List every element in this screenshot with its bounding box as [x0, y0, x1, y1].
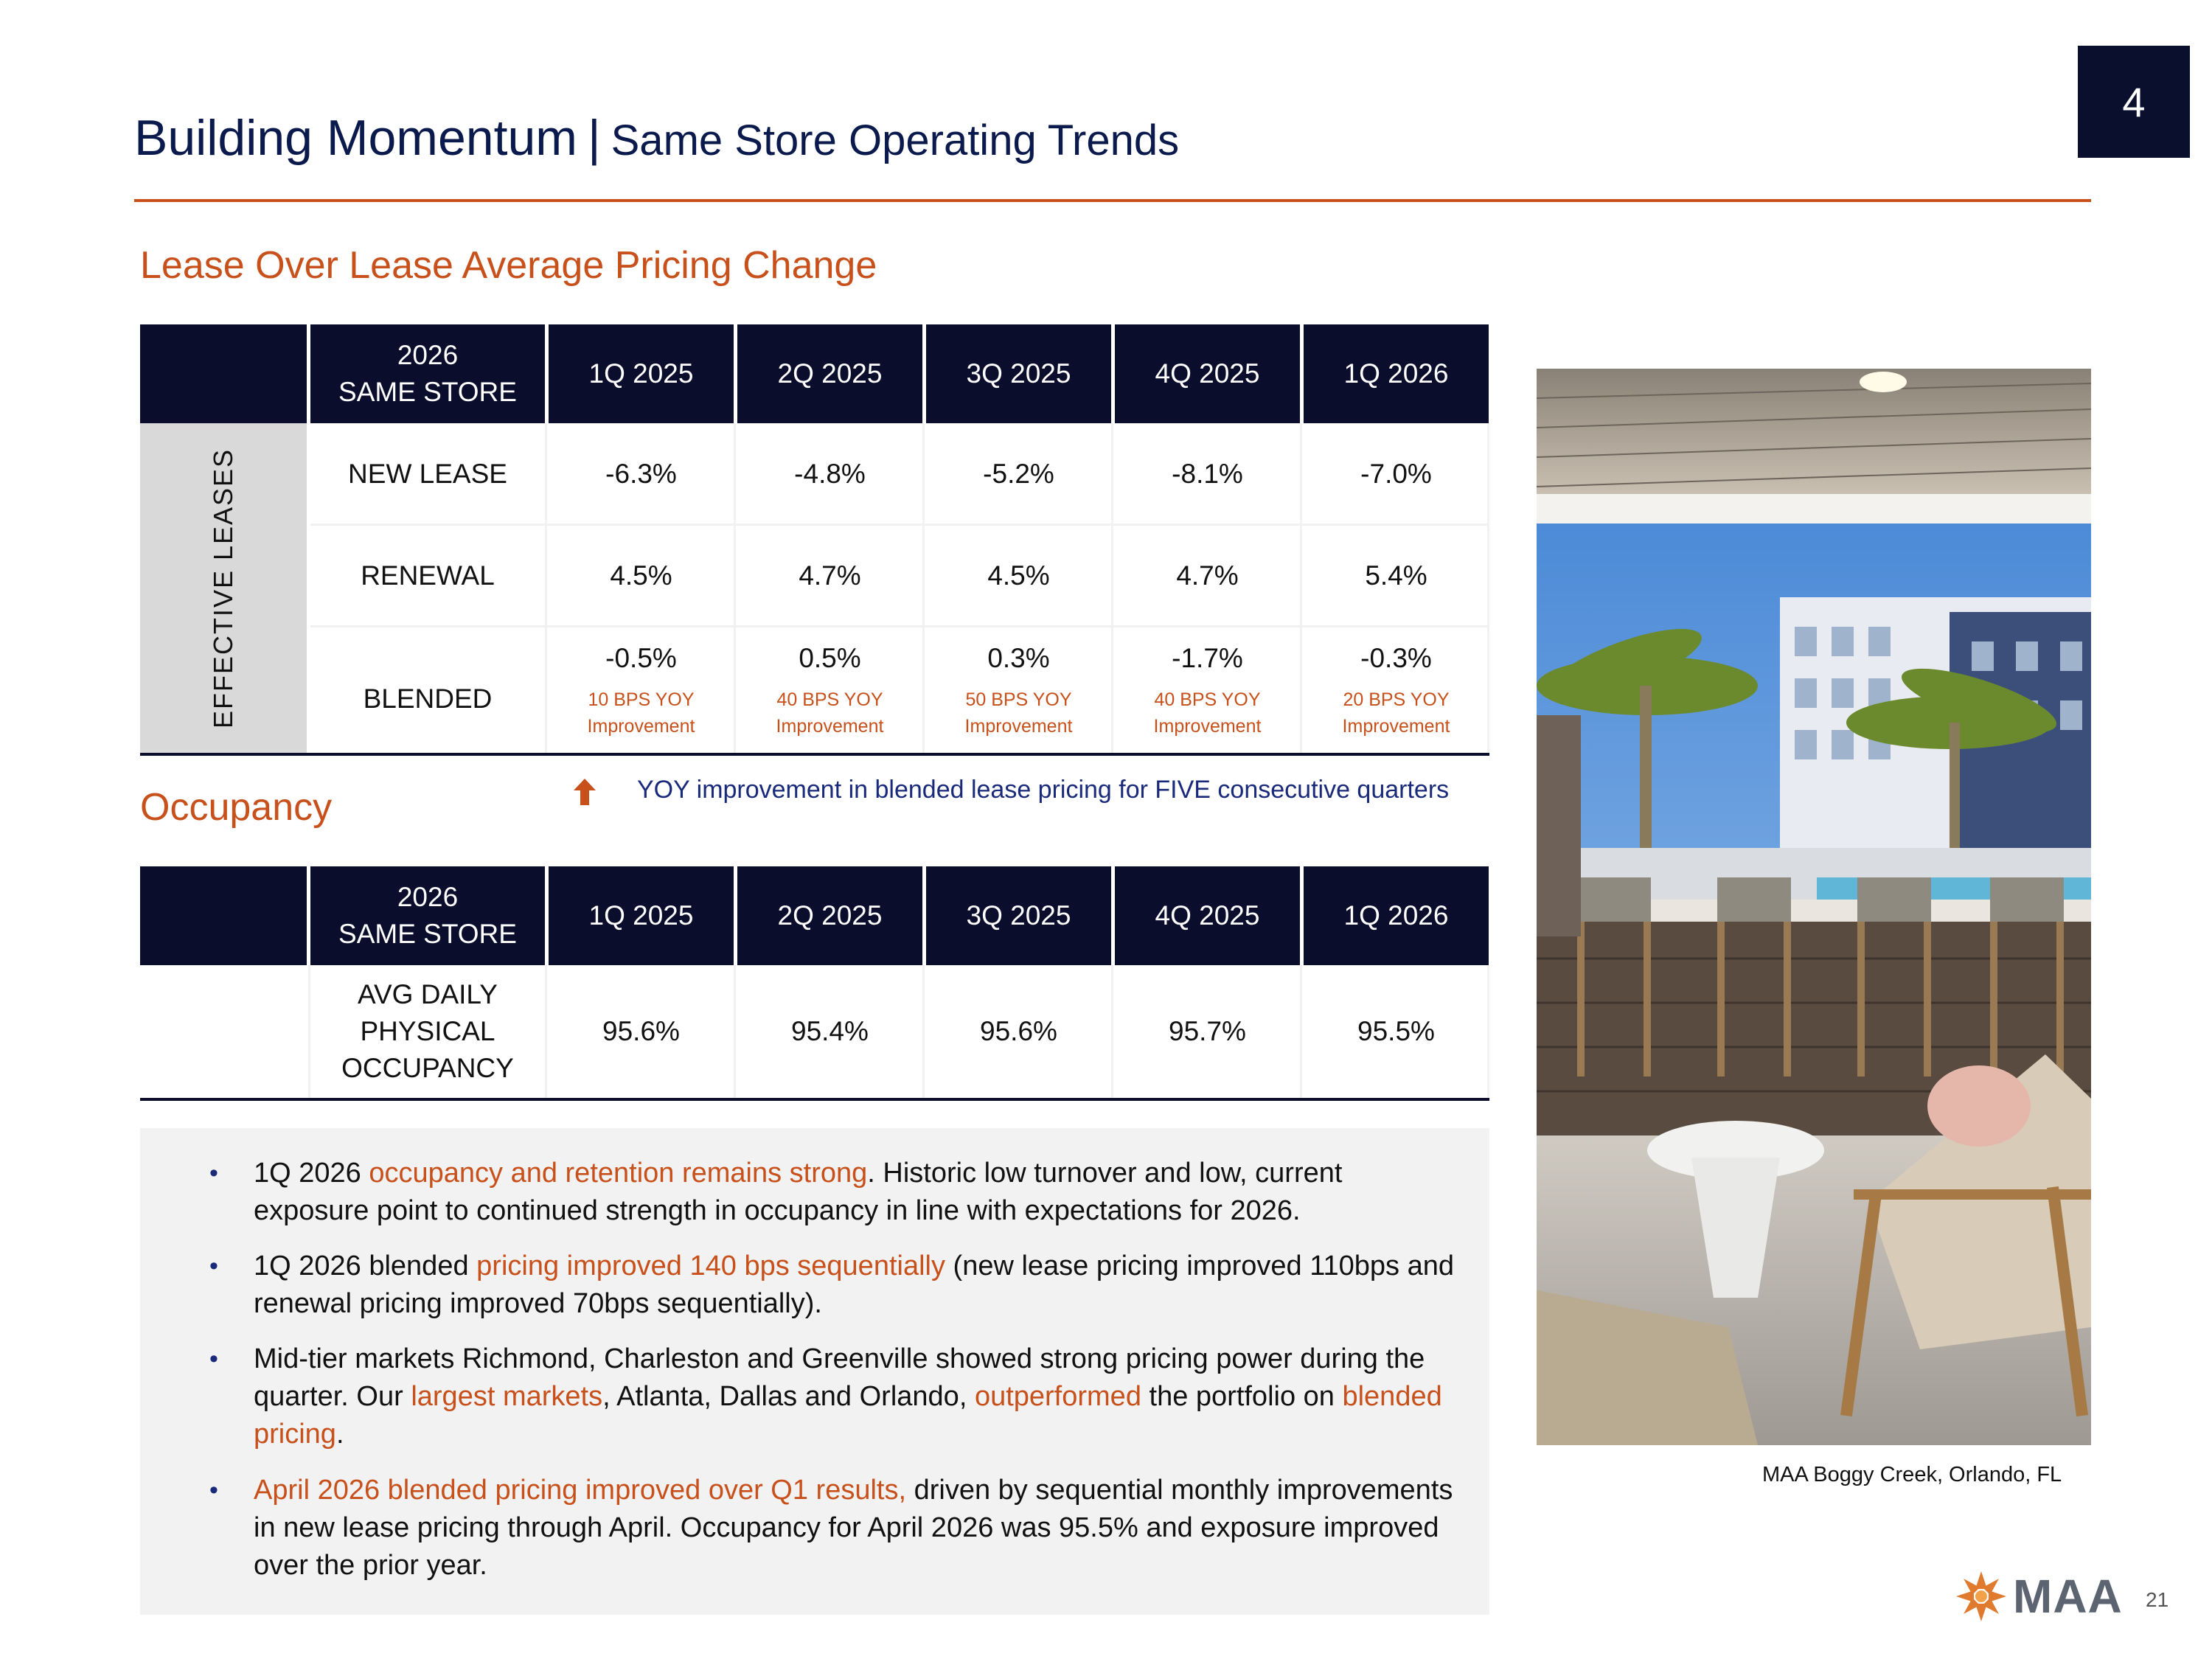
bullet-item [211, 1248, 1464, 1323]
header-label-cell [310, 324, 545, 423]
page-number: 21 [2146, 1588, 2169, 1611]
header-corner-cell [140, 324, 307, 423]
header-label-year: 2026 [397, 340, 459, 370]
header-quarter: 1Q 2025 [549, 866, 734, 965]
grid-line [1487, 965, 1489, 1098]
bullet-text: (new lease pricing improved 110bps and renewal pricing improved 70bps sequentially). [254, 1251, 1455, 1319]
photo-caption: MAA Boggy Creek, Orlando, FL [1762, 1463, 2062, 1486]
yoy-note: Improvement [1342, 715, 1450, 737]
header-label-year: 2026 [397, 882, 459, 912]
row-label-line: AVG DAILY [358, 979, 498, 1009]
table-row-blended [310, 627, 1489, 753]
grid-line [1111, 423, 1113, 753]
occupancy-table-header-row [140, 866, 1489, 965]
table-cell: -4.8% [737, 423, 922, 525]
table-cell: 95.6% [549, 965, 734, 1098]
header-label-text: SAME STORE [338, 377, 517, 407]
bullet-highlight: largest markets [411, 1381, 603, 1412]
bullet-item [211, 1340, 1464, 1453]
blended-value: 0.3% [987, 642, 1050, 673]
row-label: NEW LEASE [310, 423, 545, 525]
row-label-line: PHYSICAL [360, 1016, 495, 1046]
title-main: Building Momentum [134, 110, 577, 166]
maa-logo [1954, 1569, 2123, 1624]
bullet-icon: • [209, 1252, 218, 1280]
header-label-cell [310, 866, 545, 965]
blended-value: -0.3% [1360, 642, 1432, 673]
patio-scene-image [1537, 369, 2091, 1445]
grid-line [308, 965, 310, 1098]
grid-line [1111, 965, 1113, 1098]
title-subtitle: Same Store Operating Trends [611, 116, 1180, 164]
header-quarter: 4Q 2025 [1115, 324, 1300, 423]
bullet-highlight: outperformed [974, 1381, 1141, 1412]
bullet-icon: • [209, 1345, 218, 1373]
bullet-text: , Atlanta, Dallas and Orlando, [602, 1381, 975, 1412]
header-quarter: 1Q 2025 [549, 324, 734, 423]
commentary-panel [140, 1128, 1489, 1615]
row-label: RENEWAL [310, 525, 545, 627]
yoy-note: 40 BPS YOY [1154, 689, 1261, 710]
yoy-note: Improvement [776, 715, 884, 737]
bullet-text: . [335, 1419, 344, 1450]
page-title [134, 109, 1179, 167]
bullet-item [211, 1155, 1464, 1230]
grid-line [734, 423, 736, 753]
bullet-highlight: April 2026 blended pricing improved over Q1 results, [254, 1475, 907, 1506]
table-cell: -8.1% [1115, 423, 1300, 525]
table-cell: 5.4% [1304, 525, 1489, 627]
title-separator: | [587, 110, 601, 166]
property-photo [1537, 369, 2091, 1445]
table-bottom-rule [140, 753, 1489, 756]
table-cell: 95.6% [926, 965, 1111, 1098]
yoy-improvement-note: YOY improvement in blended lease pricing for FIVE consecutive quarters [637, 776, 1450, 804]
table-cell: -5.2% [926, 423, 1111, 525]
bullet-text: 1Q 2026 blended [254, 1251, 477, 1281]
header-quarter: 2Q 2025 [737, 866, 922, 965]
grid-line [1300, 423, 1302, 753]
grid-line [922, 965, 925, 1098]
table-cell: -6.3% [549, 423, 734, 525]
grid-line [1487, 423, 1489, 753]
yoy-note: Improvement [964, 715, 1073, 737]
yoy-note: Improvement [1153, 715, 1262, 737]
bullet-text: 1Q 2026 [254, 1158, 369, 1189]
header-quarter: 1Q 2026 [1304, 324, 1489, 423]
bullet-highlight: blended pricing [254, 1381, 1442, 1450]
bullet-text: the portfolio on [1141, 1381, 1343, 1412]
row-label [310, 965, 545, 1098]
lease-table-header-row [140, 324, 1489, 423]
bullet-highlight: occupancy and retention remains strong [369, 1158, 868, 1189]
bullet-text: Mid-tier markets Richmond, Charleston and Greenville showed strong pricing power during the quarter. Our [254, 1343, 1425, 1412]
logo-wordmark: MAA [2013, 1570, 2123, 1623]
table-cell [1115, 627, 1300, 753]
side-label-text: EFFECTIVE LEASES [208, 448, 238, 728]
header-corner-cell [140, 866, 307, 965]
table-cell [926, 627, 1111, 753]
bullet-text: driven by sequential monthly improvements in new lease pricing through April. Occupancy for April 2026 was 95.5% and exposure improved over the prior year. [254, 1475, 1453, 1581]
grid-line [310, 524, 1489, 526]
bullet-item [211, 1472, 1464, 1585]
table-cell [1304, 627, 1489, 753]
yoy-note: 20 BPS YOY [1343, 689, 1450, 710]
sunburst-logo-icon [1954, 1569, 2008, 1624]
header-quarter: 4Q 2025 [1115, 866, 1300, 965]
effective-leases-side-label [140, 423, 307, 753]
header-label-text: SAME STORE [338, 919, 517, 949]
table-row-occupancy [310, 965, 1489, 1098]
header-quarter: 1Q 2026 [1304, 866, 1489, 965]
table-bottom-rule [140, 1098, 1489, 1101]
grid-line [1300, 965, 1302, 1098]
lease-section-title: Lease Over Lease Average Pricing Change [140, 244, 877, 287]
table-cell: 4.5% [549, 525, 734, 627]
table-cell: 95.7% [1115, 965, 1300, 1098]
header-quarter: 2Q 2025 [737, 324, 922, 423]
header-quarter: 3Q 2025 [926, 866, 1111, 965]
grid-line [545, 423, 547, 753]
grid-line [734, 965, 736, 1098]
title-divider [134, 199, 2091, 202]
bullet-icon: • [209, 1159, 218, 1187]
yoy-note: Improvement [587, 715, 695, 737]
blended-value: -1.7% [1172, 642, 1243, 673]
grid-line [545, 965, 547, 1098]
blended-value: 0.5% [799, 642, 861, 673]
bullet-icon: • [209, 1476, 218, 1504]
table-cell [549, 627, 734, 753]
table-row-renewal [310, 525, 1489, 627]
bullet-highlight: pricing improved 140 bps sequentially [476, 1251, 945, 1281]
up-arrow-icon [574, 779, 596, 805]
table-cell: -7.0% [1304, 423, 1489, 525]
bullet-text: . Historic low turnover and low, current exposure point to continued strength in occupancy in line with expectations for 2026. [254, 1158, 1343, 1226]
row-label-line: OCCUPANCY [341, 1053, 514, 1083]
table-row-new-lease [310, 423, 1489, 525]
yoy-note: 10 BPS YOY [588, 689, 695, 710]
yoy-note: 40 BPS YOY [776, 689, 883, 710]
table-cell: 95.4% [737, 965, 922, 1098]
table-cell: 95.5% [1304, 965, 1489, 1098]
table-cell: 4.7% [1115, 525, 1300, 627]
blended-value: -0.5% [605, 642, 677, 673]
table-cell [737, 627, 922, 753]
header-quarter: 3Q 2025 [926, 324, 1111, 423]
table-cell: 4.5% [926, 525, 1111, 627]
yoy-note: 50 BPS YOY [965, 689, 1072, 710]
section-number-badge: 4 [2078, 46, 2190, 158]
lease-pricing-table [140, 324, 1489, 756]
grid-line [922, 423, 925, 753]
grid-line [310, 625, 1489, 627]
occupancy-table [140, 866, 1489, 1102]
row-label: BLENDED [310, 627, 545, 753]
occupancy-section-title: Occupancy [140, 786, 333, 829]
table-cell: 4.7% [737, 525, 922, 627]
